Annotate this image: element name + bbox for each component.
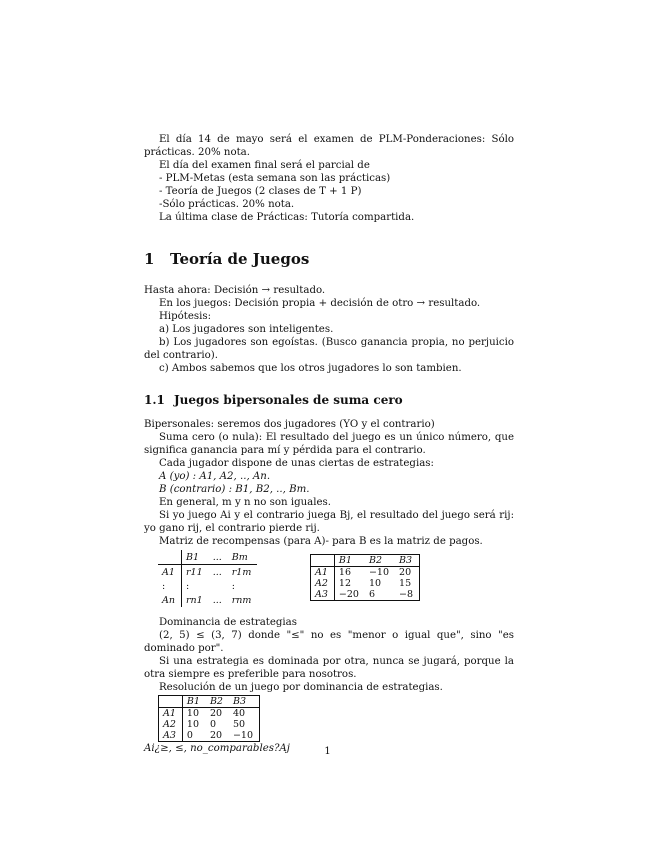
- matrix-cell: :: [181, 579, 208, 593]
- comparison-line: Ai¿≥, ≤, no_comparables?Aj: [144, 743, 290, 754]
- intro-line-5: -Sólo prácticas. 20% nota.: [159, 199, 295, 210]
- matrix-cell: 40: [232, 708, 246, 719]
- intro-line-3: - PLM-Metas (esta semana son las prácticas): [159, 173, 391, 184]
- col-header: B2: [206, 696, 229, 708]
- section-paragraph-5: b) Los jugadores son egoístas. (Busco ganancia propia, no perjuicio del contrario).: [144, 337, 514, 361]
- row-header: A1: [162, 566, 175, 578]
- page-number: 1: [324, 746, 331, 757]
- dominance-paragraph-1: Dominancia de estrategias: [159, 617, 297, 628]
- matrix-corner: [159, 696, 183, 708]
- matrix-cell: ...: [212, 566, 222, 578]
- matrix-corner: [158, 550, 181, 565]
- matrix-cell: rnm: [231, 594, 252, 606]
- matrix-cell: −8: [399, 589, 414, 600]
- matrix-corner: [311, 555, 335, 567]
- matrix-cell: 6: [368, 589, 376, 600]
- intro-line-6: La última clase de Prácticas: Tutoría compartida.: [159, 212, 415, 223]
- section-heading: [144, 250, 514, 268]
- col-header: ...: [209, 550, 228, 565]
- subsection-paragraph-7: Si yo juego Ai y el contrario juega Bj, el resultado del juego será rij: yo gano rij, el contrario pierde rij.: [144, 510, 514, 534]
- matrix-cell: 12: [334, 578, 365, 589]
- matrix-cell: 15: [399, 578, 412, 589]
- subsection-number: 1.1: [144, 393, 165, 407]
- subsection-title: Juegos bipersonales de suma cero: [174, 393, 403, 407]
- section-paragraph-4: a) Los jugadores son inteligentes.: [159, 324, 334, 335]
- dominance-matrix: [158, 695, 260, 742]
- section-paragraph-3: Hipótesis:: [159, 311, 212, 322]
- matrix-cell: r11: [181, 565, 208, 580]
- matrix-cell: 20: [209, 708, 223, 719]
- matrix-cell: [209, 579, 228, 593]
- col-header: B1: [334, 555, 365, 567]
- row-header: :: [162, 580, 166, 592]
- matrix-cell: 10: [182, 708, 206, 720]
- dominance-paragraph-4: Resolución de un juego por dominancia de estrategias.: [159, 682, 443, 693]
- matrix-cell: r1m: [231, 566, 252, 578]
- subsection-paragraph-8: Matriz de recompensas (para A)- para B es la matriz de pagos.: [159, 536, 483, 547]
- document-page: [144, 133, 514, 755]
- col-header: Bm: [228, 550, 258, 565]
- row-header: A1: [315, 567, 328, 578]
- row-header: A3: [163, 730, 176, 741]
- col-header: B1: [181, 550, 208, 565]
- matrix-cell: 50: [232, 719, 246, 730]
- section-number: 1: [144, 250, 155, 268]
- subsection-paragraph-1: Bipersonales: seremos dos jugadores (YO y el contrario): [144, 419, 435, 430]
- row-header: A2: [163, 719, 176, 730]
- matrix-cell: 0: [209, 719, 216, 730]
- col-header: B2: [365, 555, 395, 567]
- col-header: B1: [182, 696, 206, 708]
- matrix-cell: −20: [334, 589, 365, 601]
- subsection-paragraph-3: Cada jugador dispone de unas ciertas de estrategias:: [159, 458, 434, 469]
- matrix-cell: rn1: [181, 593, 208, 607]
- subsection-paragraph-2: Suma cero (o nula): El resultado del juego es un único número, que significa ganancia para mí y pérdida para el contrario.: [144, 432, 514, 456]
- subsection-paragraph-4: A (yo) : A1, A2, .., An.: [159, 471, 271, 482]
- example-reward-matrix: [310, 554, 420, 601]
- general-reward-matrix: [158, 550, 257, 607]
- subsection-paragraph-5: B (contrario) : B1, B2, .., Bm.: [159, 484, 310, 495]
- col-header: B3: [229, 696, 260, 708]
- section-paragraph-2: En los juegos: Decisión propia + decisión de otro → resultado.: [159, 298, 481, 309]
- matrix-cell: 16: [334, 567, 365, 579]
- matrix-cell: 0: [182, 730, 206, 742]
- section-paragraph-6: c) Ambos sabemos que los otros jugadores lo son tambien.: [159, 363, 462, 374]
- row-header: A1: [163, 708, 176, 719]
- section-paragraph-1: Hasta ahora: Decisión → resultado.: [144, 285, 326, 296]
- row-header: A3: [315, 589, 328, 600]
- matrix-cell: −10: [368, 567, 390, 578]
- col-header: B3: [395, 555, 420, 567]
- matrix-cell: 10: [368, 578, 382, 589]
- matrix-cell: −10: [232, 730, 254, 741]
- matrix-cell: :: [231, 580, 235, 592]
- matrices-row: [144, 550, 514, 614]
- intro-line-4: - Teoría de Juegos (2 clases de T + 1 P): [159, 186, 362, 197]
- subsection-paragraph-6: En general, m y n no son iguales.: [159, 497, 332, 508]
- row-header: A2: [315, 578, 328, 589]
- matrix-cell: 20: [209, 730, 223, 741]
- matrix-cell: ...: [212, 594, 222, 606]
- section-title: Teoría de Juegos: [170, 250, 310, 268]
- matrix-cell: 10: [182, 719, 206, 730]
- subsection-heading: [144, 393, 514, 408]
- intro-line-1: El día 14 de mayo será el examen de PLM-Ponderaciones: Sólo prácticas. 20% nota.: [144, 134, 514, 158]
- row-header: An: [162, 594, 175, 606]
- dominance-paragraph-3: Si una estrategia es dominada por otra, nunca se jugará, porque la otra siempre es preferible para nosotros.: [144, 656, 514, 680]
- matrix-cell: 20: [399, 567, 412, 578]
- dominance-paragraph-2: (2, 5) ≤ (3, 7) donde "≤" no es "menor o igual que", sino "es dominado por".: [144, 630, 514, 654]
- intro-line-2: El día del examen final será el parcial de: [159, 160, 370, 171]
